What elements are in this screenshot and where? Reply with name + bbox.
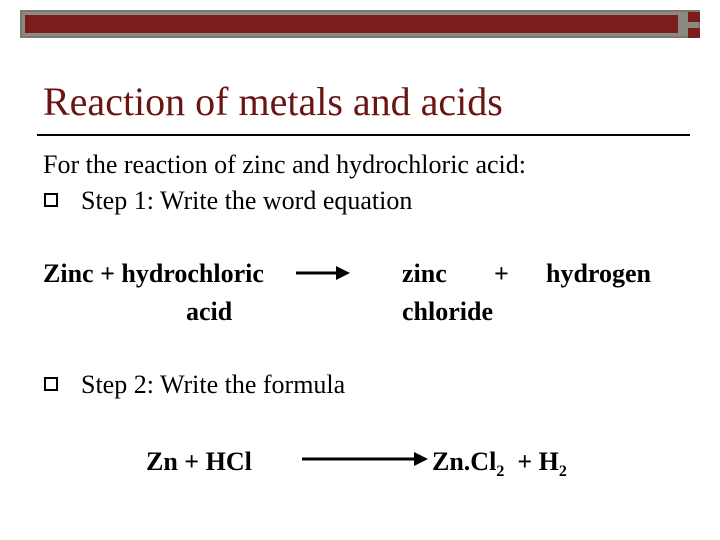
bullet-square-icon bbox=[44, 377, 58, 391]
formula-equation-arrow-icon bbox=[300, 451, 430, 467]
header-decoration-fill bbox=[25, 15, 678, 33]
bullet-square-icon bbox=[44, 193, 58, 207]
word-equation-arrow-icon bbox=[294, 265, 352, 281]
formula-product2: + H bbox=[517, 447, 559, 476]
formula-product1-subscript: 2 bbox=[496, 463, 505, 480]
word-product-plus: + bbox=[494, 259, 509, 288]
title-underline bbox=[37, 134, 690, 136]
word-product1-line1: zinc bbox=[402, 259, 447, 288]
corner-decoration-square bbox=[688, 12, 700, 22]
intro-text: For the reaction of zinc and hydrochloric acid: bbox=[43, 150, 526, 179]
corner-decoration-square bbox=[688, 28, 700, 38]
step-2-text: Step 2: Write the formula bbox=[81, 370, 346, 399]
formula-products bbox=[432, 446, 567, 478]
word-product2: hydrogen bbox=[546, 259, 651, 288]
word-reactants-line1: Zinc + hydrochloric bbox=[43, 259, 264, 288]
word-product1-line2: chloride bbox=[402, 297, 493, 326]
word-reactants-line2: acid bbox=[186, 297, 233, 326]
formula-reactants: Zn + HCl bbox=[146, 447, 252, 476]
formula-product1: Zn.Cl bbox=[432, 447, 497, 476]
formula-product2-subscript: 2 bbox=[558, 463, 567, 480]
header-decoration-bar bbox=[20, 10, 700, 38]
step-1-text: Step 1: Write the word equation bbox=[81, 186, 413, 215]
slide-title: Reaction of metals and acids bbox=[43, 79, 503, 124]
